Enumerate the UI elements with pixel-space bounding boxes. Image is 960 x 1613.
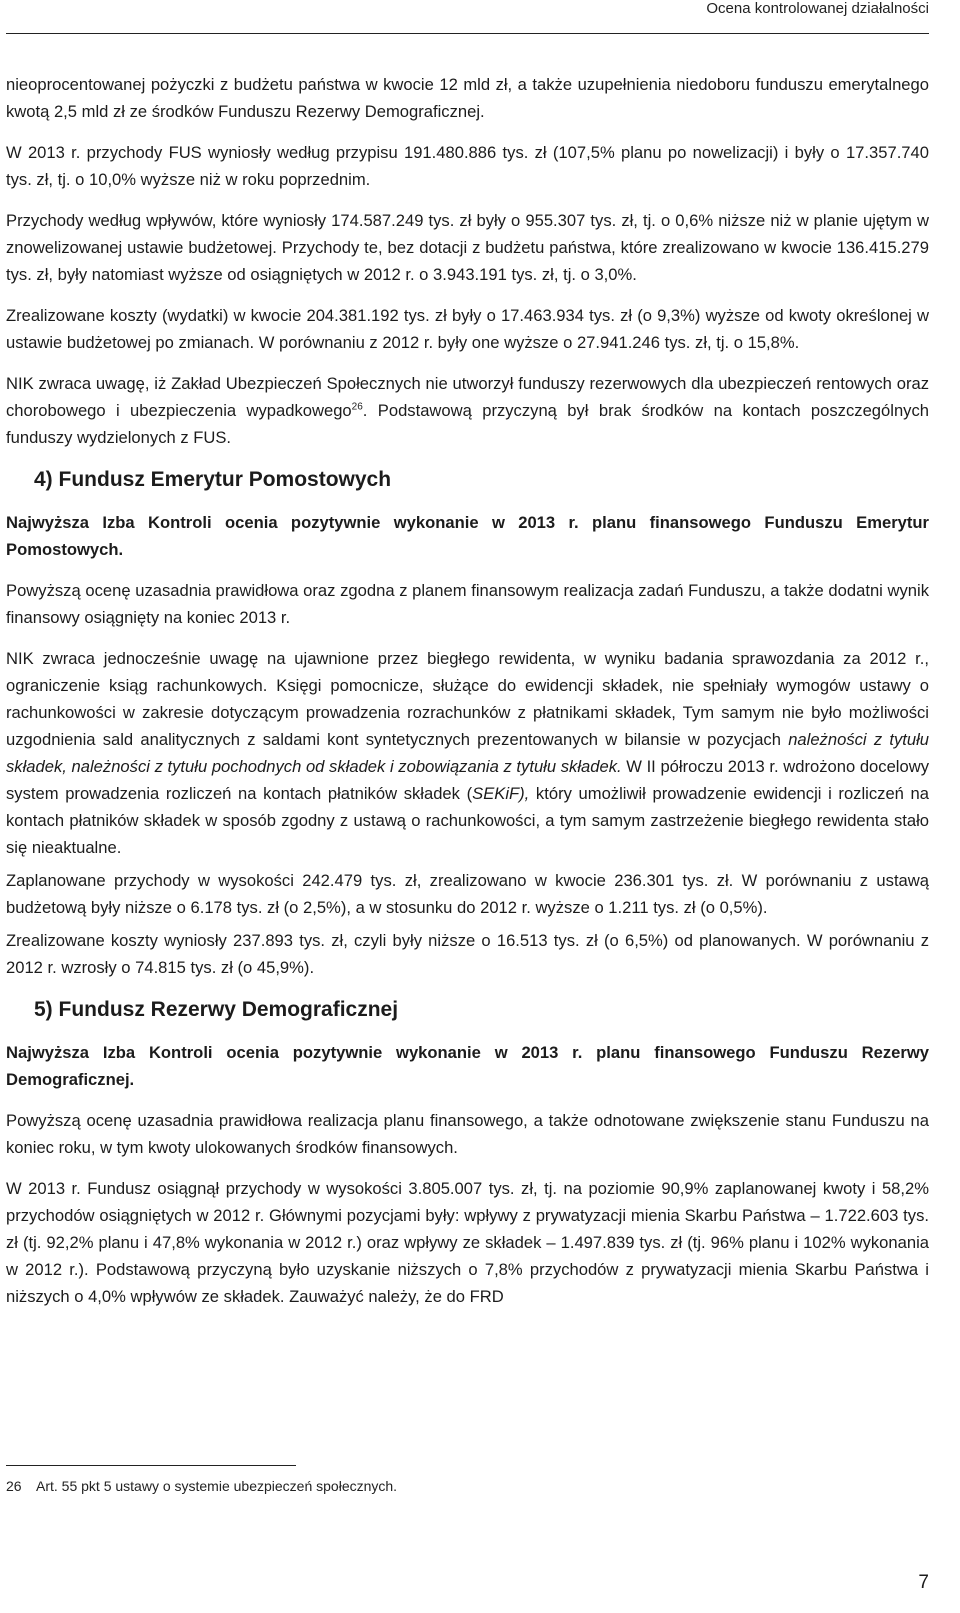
section-heading-fep: 4) Fundusz Emerytur Pomostowych: [34, 468, 392, 491]
footnote-number: 26: [6, 1478, 22, 1494]
section-heading-frd: 5) Fundusz Rezerwy Demograficznej: [34, 998, 399, 1021]
paragraph-fep-costs: Zrealizowane koszty wyniosły 237.893 tys. zł, czyli były niższe o 16.513 tys. zł (o 6,5%) od planowanych. W porównaniu z 2012 r. wzrosły o 74.815 tys. zł (o 45,9%).: [6, 931, 929, 977]
paragraph-fep-auditor: [6, 645, 929, 861]
paragraph-fus-revenue-accrual: W 2013 r. przychody FUS wyniosły według przypisu 191.480.886 tys. zł (107,5% planu po nowelizacji) i były o 17.357.740 tys. zł, tj. o 10,0% wyższe niż w roku poprzednim.: [6, 143, 929, 189]
header-rule: [6, 33, 929, 34]
page-number: 7: [918, 1572, 929, 1593]
paragraph-frd-revenue: W 2013 r. Fundusz osiągnął przychody w wysokości 3.805.007 tys. zł, tj. na poziomie 90,9% zaplanowanej kwoty i 58,2% przychodów osiągniętych w 2012 r. Głównymi pozycjami były: wpływy z prywatyzacji mienia Skarbu Państwa – 1.722.603 tys. zł (tj. 92,2% planu i 47,8% wykonania w 2012 r.) oraz wpływy ze składek – 1.497.839 tys. zł (tj. 96% planu i 102% wykonania w 2012 r.). Podstawową przyczyną było uzyskanie niższych o 7,8% przychodów z prywatyzacji mienia Skarbu Państwa i niższych o 4,0% wpływów ze składek. Zauważyć należy, że do FRD: [6, 1179, 929, 1306]
paragraph-frd-justification: Powyższą ocenę uzasadnia prawidłowa realizacja planu finansowego, a także odnotowane zwiększenie stanu Funduszu na koniec roku, w tym kwoty ulokowanych środków finansowych.: [6, 1111, 929, 1157]
paragraph-text: NIK zwraca jednocześnie uwagę na ujawnione przez biegłego rewidenta, w wyniku badania sprawozdania za 2012 r., ograniczenie ksiąg rachunkowych. Księgi pomocnicze, służące do ewidencji składek, nie spełniały wymogów ustawy o rachunkowości w zakresie dotyczącym prowadzenia rozrachunków z płatnikami składek, Tym samym nie było możliwości uzgodnienia sald analitycznych z saldami kont syntetycznych prezentowanych w bilansie w pozycjach: [6, 649, 929, 749]
paragraph-text: NIK zwraca uwagę, iż Zakład Ubezpieczeń Społecznych nie utworzył funduszy rezerwowych dla ubezpieczeń rentowych oraz chorobowego i ubezpieczenia wypadkowego: [6, 374, 929, 420]
footnote-rule: [6, 1465, 296, 1466]
paragraph-fus-loan: nieoprocentowanej pożyczki z budżetu państwa w kwocie 12 mld zł, a także uzupełnienia niedoboru funduszu emerytalnego kwotą 2,5 mld zł ze środków Funduszu Rezerwy Demograficznej.: [6, 75, 929, 121]
running-header: Ocena kontrolowanej działalności: [706, 0, 929, 17]
italic-sekif: SEKiF),: [472, 784, 530, 803]
paragraph-fus-costs: Zrealizowane koszty (wydatki) w kwocie 204.381.192 tys. zł były o 17.463.934 tys. zł (o 9,3%) wyższe od kwoty określonej w ustawie budżetowej po zmianach. W porównaniu z 2012 r. były one wyższe o 27.941.246 tys. zł, tj. o 15,8%.: [6, 306, 929, 352]
paragraph-text: który umożliwił prowadzenie ewidencji i rozliczeń na kontach płatników składek w sposób zgodny z ustawą o rachunkowości, a tym samym zastrzeżenie biegłego rewidenta stało się nieaktualne.: [6, 784, 929, 857]
footnote: [6, 1478, 397, 1494]
footnote-reference[interactable]: 26: [351, 401, 363, 413]
paragraph-fep-revenue: Zaplanowane przychody w wysokości 242.479 tys. zł, zrealizowano w kwocie 236.301 tys. zł. W porównaniu z ustawą budżetową były niższe o 6.178 tys. zł (o 2,5%), a w stosunku do 2012 r. wyższe o 1.211 tys. zł (o 0,5%).: [6, 871, 929, 917]
assessment-fep: Najwyższa Izba Kontroli ocenia pozytywnie wykonanie w 2013 r. planu finansowego Funduszu Emerytur Pomostowych.: [6, 513, 929, 559]
paragraph-text: W II półroczu 2013 r. wdrożono docelowy system prowadzenia rozliczeń na kontach płatników składek (: [6, 757, 930, 803]
footnote-text: Art. 55 pkt 5 ustawy o systemie ubezpieczeń społecznych.: [36, 1478, 398, 1494]
paragraph-fus-revenue-receipts: Przychody według wpływów, które wyniosły 174.587.249 tys. zł były o 955.307 tys. zł, tj. o 0,6% niższe niż w planie ujętym w znowelizowanej ustawie budżetowej. Przychody te, bez dotacji z budżetu państwa, które zrealizowano w kwocie 136.415.279 tys. zł, były natomiast wyższe od osiągniętych w 2012 r. o 3.943.191 tys. zł, tj. o 3,0%.: [6, 211, 929, 284]
assessment-frd: Najwyższa Izba Kontroli ocenia pozytywnie wykonanie w 2013 r. planu finansowego Funduszu Rezerwy Demograficznej.: [6, 1043, 929, 1089]
paragraph-fep-justification: Powyższą ocenę uzasadnia prawidłowa oraz zgodna z planem finansowym realizacja zadań Funduszu, a także dodatni wynik finansowy osiągnięty na koniec 2013 r.: [6, 581, 929, 627]
paragraph-nik-reserve-funds: [6, 370, 929, 451]
italic-accounts: należności z tytułu składek, należności z tytułu pochodnych od składek i zobowiązania z tytułu składek.: [6, 730, 930, 776]
page-content: [6, 71, 929, 1324]
paragraph-text: . Podstawową przyczyną był brak środków na kontach poszczególnych funduszy wydzielonych z FUS.: [6, 401, 929, 447]
